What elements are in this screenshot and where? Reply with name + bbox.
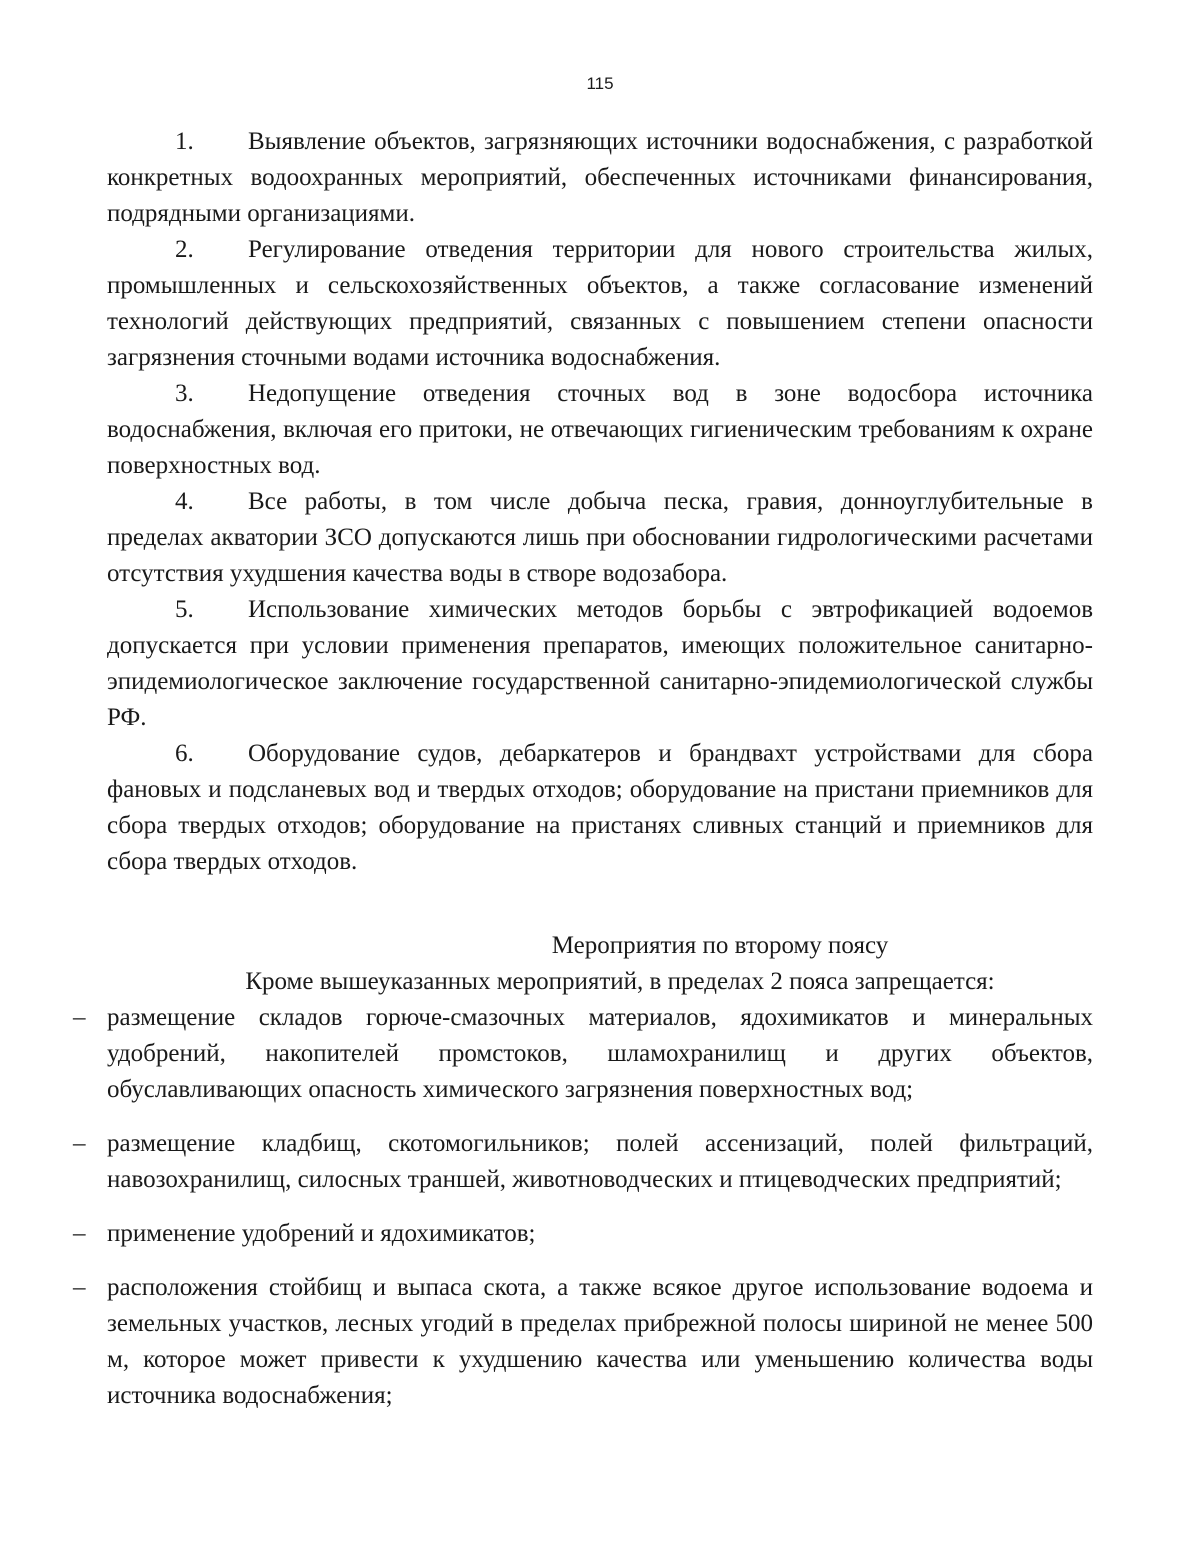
list-item-text: применение удобрений и ядохимикатов;	[107, 1220, 536, 1247]
bullet-list	[73, 1000, 1093, 1414]
item-number: 1.	[175, 128, 194, 155]
list-item-text: размещение складов горюче-смазочных материалов, ядохимикатов и минеральных удобрений, накопителей промстоков, шламохранилищ и других объектов, обуславливающих опасность химического загрязнения поверхностных вод;	[107, 1004, 1093, 1103]
item-text: Использование химических методов борьбы с эвтрофикацией водоемов допускается при условии применения препаратов, имеющих положительное санитарно-эпидемиологическое заключение государственной санитарно-эпидемиологической службы РФ.	[107, 596, 1093, 731]
item-number: 2.	[175, 236, 194, 263]
page-number: 115	[586, 74, 614, 93]
numbered-item-6	[107, 736, 1093, 880]
list-item-text: расположения стойбищ и выпаса скота, а также всякое другое использование водоема и земельных участков, лесных угодий в пределах прибрежной полосы шириной не менее 500 м, которое может привести к ухудшению качества или уменьшению количества воды источника водоснабжения;	[107, 1274, 1093, 1409]
item-text: Оборудование судов, дебаркатеров и брандвахт устройствами для сбора фановых и подсланевых вод и твердых отходов; оборудование на пристани приемников для сбора твердых отходов; оборудование на пристанях сливных станций и приемников для сбора твердых отходов.	[107, 740, 1093, 875]
dash-marker: –	[73, 1274, 86, 1301]
list-item-text: размещение кладбищ, скотомогильников; полей ассенизаций, полей фильтраций, навозохранилищ, силосных траншей, животноводческих и птицеводческих предприятий;	[107, 1130, 1093, 1193]
numbered-item-3	[107, 376, 1093, 484]
dash-marker: –	[73, 1130, 86, 1157]
numbered-item-2	[107, 232, 1093, 376]
item-number: 3.	[175, 380, 194, 407]
item-number: 4.	[175, 488, 194, 515]
dash-marker: –	[73, 1004, 86, 1031]
item-number: 6.	[175, 740, 194, 767]
numbered-item-4	[107, 484, 1093, 592]
dash-marker: –	[73, 1220, 86, 1247]
section-title: Мероприятия по второму поясу	[551, 932, 889, 959]
document-body	[73, 124, 1093, 1432]
list-item	[73, 1216, 1093, 1252]
list-item	[73, 1270, 1093, 1414]
item-text: Все работы, в том числе добыча песка, гравия, донноуглубительные в пределах акватории ЗСО допускаются лишь при обосновании гидрологическими расчетами отсутствия ухудшения качества воды в створе водозабора.	[107, 488, 1093, 587]
item-number: 5.	[175, 596, 194, 623]
item-text: Недопущение отведения сточных вод в зоне водосбора источника водоснабжения, включая его притоки, не отвечающих гигиеническим требованиям к охране поверхностных вод.	[107, 380, 1093, 479]
item-text: Регулирование отведения территории для нового строительства жилых, промышленных и сельскохозяйственных объектов, а также согласование изменений технологий действующих предприятий, связанных с повышением степени опасности загрязнения сточными водами источника водоснабжения.	[107, 236, 1093, 371]
list-item	[73, 1126, 1093, 1198]
list-item	[73, 1000, 1093, 1108]
intro-line: Кроме вышеуказанных мероприятий, в пределах 2 пояса запрещается:	[245, 968, 995, 995]
numbered-item-5	[107, 592, 1093, 736]
numbered-item-1	[107, 124, 1093, 232]
item-text: Выявление объектов, загрязняющих источники водоснабжения, с разработкой конкретных водоохранных мероприятий, обеспеченных источниками финансирования, подрядными организациями.	[107, 128, 1093, 227]
